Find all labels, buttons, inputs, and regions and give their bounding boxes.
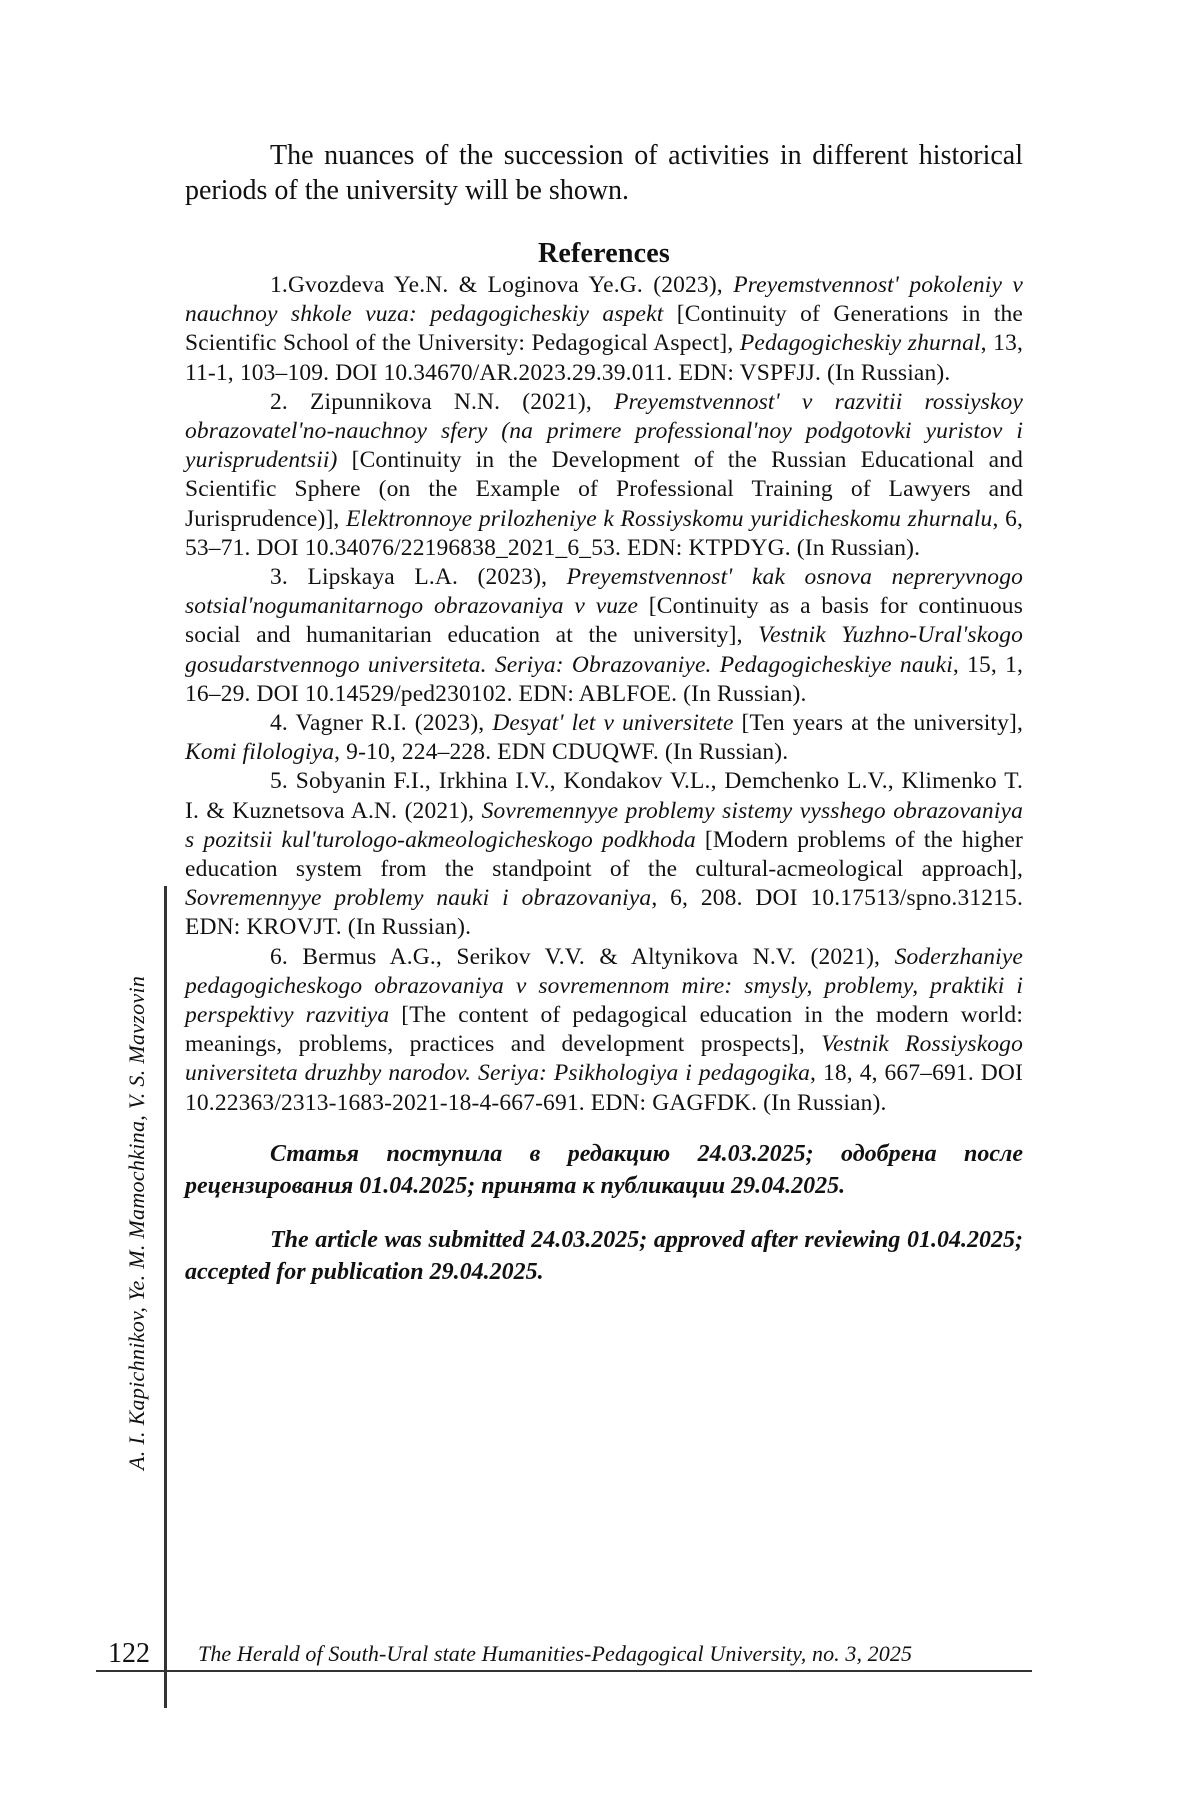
reference-authors: Bermus A.G., Serikov V.V. & Altynikova N.V. (2021), bbox=[302, 943, 895, 970]
reference-authors: Sobyanin F.I., Irkhina I.V., Kondakov V.L., Demchenko L.V., Klimenko T. I. & Kuznetsova A.N. (2021), bbox=[185, 768, 1023, 824]
reference-journal: Elektronnoye prilozheniye k Rossiyskomu yuridicheskomu zhurnalu bbox=[346, 505, 993, 532]
reference-translation: [Ten years at the university], bbox=[733, 710, 1023, 737]
reference-number: 5. bbox=[270, 768, 296, 795]
reference-authors: Lipskaya L.A. (2023), bbox=[307, 564, 567, 591]
running-head-authors: A. I. Kapichnikov, Ye. M. Mamochkina, V. S. Mavzovin bbox=[124, 975, 149, 1470]
reference-translation: [The content of pedagogical education in the modern world: meanings, problems, practices and development prospects], bbox=[185, 1002, 1024, 1058]
submission-note-russian: Статья поступила в редакцию 24.03.2025; одобрена после рецензирования 01.04.2025; принята к публикации 29.04.2025. bbox=[185, 1140, 1023, 1199]
reference-journal: Komi filologiya bbox=[185, 739, 335, 766]
reference-item bbox=[185, 709, 1023, 767]
reference-item bbox=[185, 767, 1023, 942]
reference-translation: [Continuity of Generations in the Scientific School of the University: Pedagogical Aspect], bbox=[185, 301, 1023, 357]
reference-item bbox=[185, 388, 1023, 563]
references-list bbox=[185, 271, 1023, 1118]
submission-note-english: The article was submitted 24.03.2025; approved after reviewing 01.04.2025; accepted for publication 29.04.2025. bbox=[185, 1226, 1023, 1285]
page-number: 122 bbox=[108, 1638, 150, 1669]
page-body bbox=[185, 138, 1023, 1288]
reference-authors: Gvozdeva Ye.N. & Loginova Ye.G. (2023), bbox=[287, 272, 734, 298]
intro-paragraph: The nuances of the succession of activities in different historical periods of the university will be shown. bbox=[185, 140, 1023, 206]
reference-details: , 15, 1, 16–29. DOI 10.14529/ped230102. EDN: ABLFOE. (In Russian). bbox=[185, 651, 1023, 707]
reference-number: 3. bbox=[270, 564, 308, 591]
reference-authors: Zipunnikova N.N. (2021), bbox=[310, 388, 614, 415]
reference-item bbox=[185, 271, 1023, 388]
reference-title: Preyemstvennost' v razvitii rossiyskoy obrazovatel'no-nauchnoy sfery (na primere professional'noy podgotovki yuristov i yurisprudentsii) bbox=[185, 388, 1024, 474]
journal-footer-title: The Herald of South-Ural state Humanities-Pedagogical University, no. 3, 2025 bbox=[198, 1641, 913, 1666]
reference-journal: Vestnik Rossiyskogo universiteta druzhby narodov. Seriya: Psikhologiya i pedagogika bbox=[185, 1031, 1023, 1087]
reference-details: , 13, 11-1, 103–109. DOI 10.34670/AR.2023.29.39.011. EDN: VSPFJJ. (In Russian). bbox=[185, 330, 1023, 386]
reference-authors: Vagner R.I. (2023), bbox=[295, 710, 493, 737]
reference-item bbox=[185, 943, 1023, 1118]
reference-details: , 6, 208. DOI 10.17513/spno.31215. EDN: KROVJT. (In Russian). bbox=[185, 885, 1023, 941]
reference-details: , 18, 4, 667–691. DOI 10.22363/2313-1683-2021-18-4-667-691. EDN: GAGFDK. (In Russian). bbox=[185, 1060, 1023, 1116]
reference-journal: Pedagogicheskiy zhurnal bbox=[739, 330, 981, 357]
reference-item bbox=[185, 563, 1023, 709]
vertical-margin-rule bbox=[164, 886, 167, 1708]
reference-title: Preyemstvennost' pokoleniy v nauchnoy shkole vuza: pedagogicheskiy aspekt bbox=[185, 272, 1023, 328]
reference-title: Soderzhaniye pedagogicheskogo obrazovaniya v sovremennom mire: smysly, problemy, praktiki i perspektivy razvitiya bbox=[185, 943, 1023, 1029]
reference-translation: [Continuity as a basis for continuous social and humanitarian education at the university], bbox=[185, 593, 1023, 649]
reference-number: 4. bbox=[270, 710, 296, 737]
reference-title: Preyemstvennost' kak osnova nepreryvnogo sotsial'nogumanitarnogo obrazovaniya v vuze bbox=[185, 564, 1024, 620]
reference-journal: Sovremennyye problemy nauki i obrazovaniya bbox=[185, 885, 652, 912]
reference-title: Sovremennyye problemy sistemy vysshego obrazovaniya s pozitsii kul'turologo-akmeologicheskogo podkhoda bbox=[185, 797, 1023, 853]
reference-number: 2. bbox=[270, 388, 311, 415]
references-heading: References bbox=[537, 238, 671, 269]
reference-translation: [Continuity in the Development of the Russian Educational and Scientific Sphere (on the Example of Professional Training of Lawyers and Jurisprudence)], bbox=[185, 447, 1023, 532]
reference-journal: Vestnik Yuzhno-Ural'skogo gosudarstvennogo universiteta. Seriya: Obrazovaniye. Pedagogicheskiye nauki bbox=[185, 622, 1023, 678]
reference-details: , 6, 53–71. DOI 10.34076/22196838_2021_6_53. EDN: KTPDYG. (In Russian). bbox=[185, 505, 1023, 561]
reference-number: 1. bbox=[270, 272, 288, 298]
footer-rule bbox=[96, 1670, 1032, 1672]
reference-number: 6. bbox=[270, 943, 303, 970]
reference-details: , 9-10, 224–228. EDN CDUQWF. (In Russian). bbox=[334, 739, 789, 766]
reference-title: Desyat' let v universitete bbox=[492, 710, 734, 737]
reference-translation: [Modern problems of the higher education system from the standpoint of the cultural-acmeological approach], bbox=[185, 826, 1023, 883]
